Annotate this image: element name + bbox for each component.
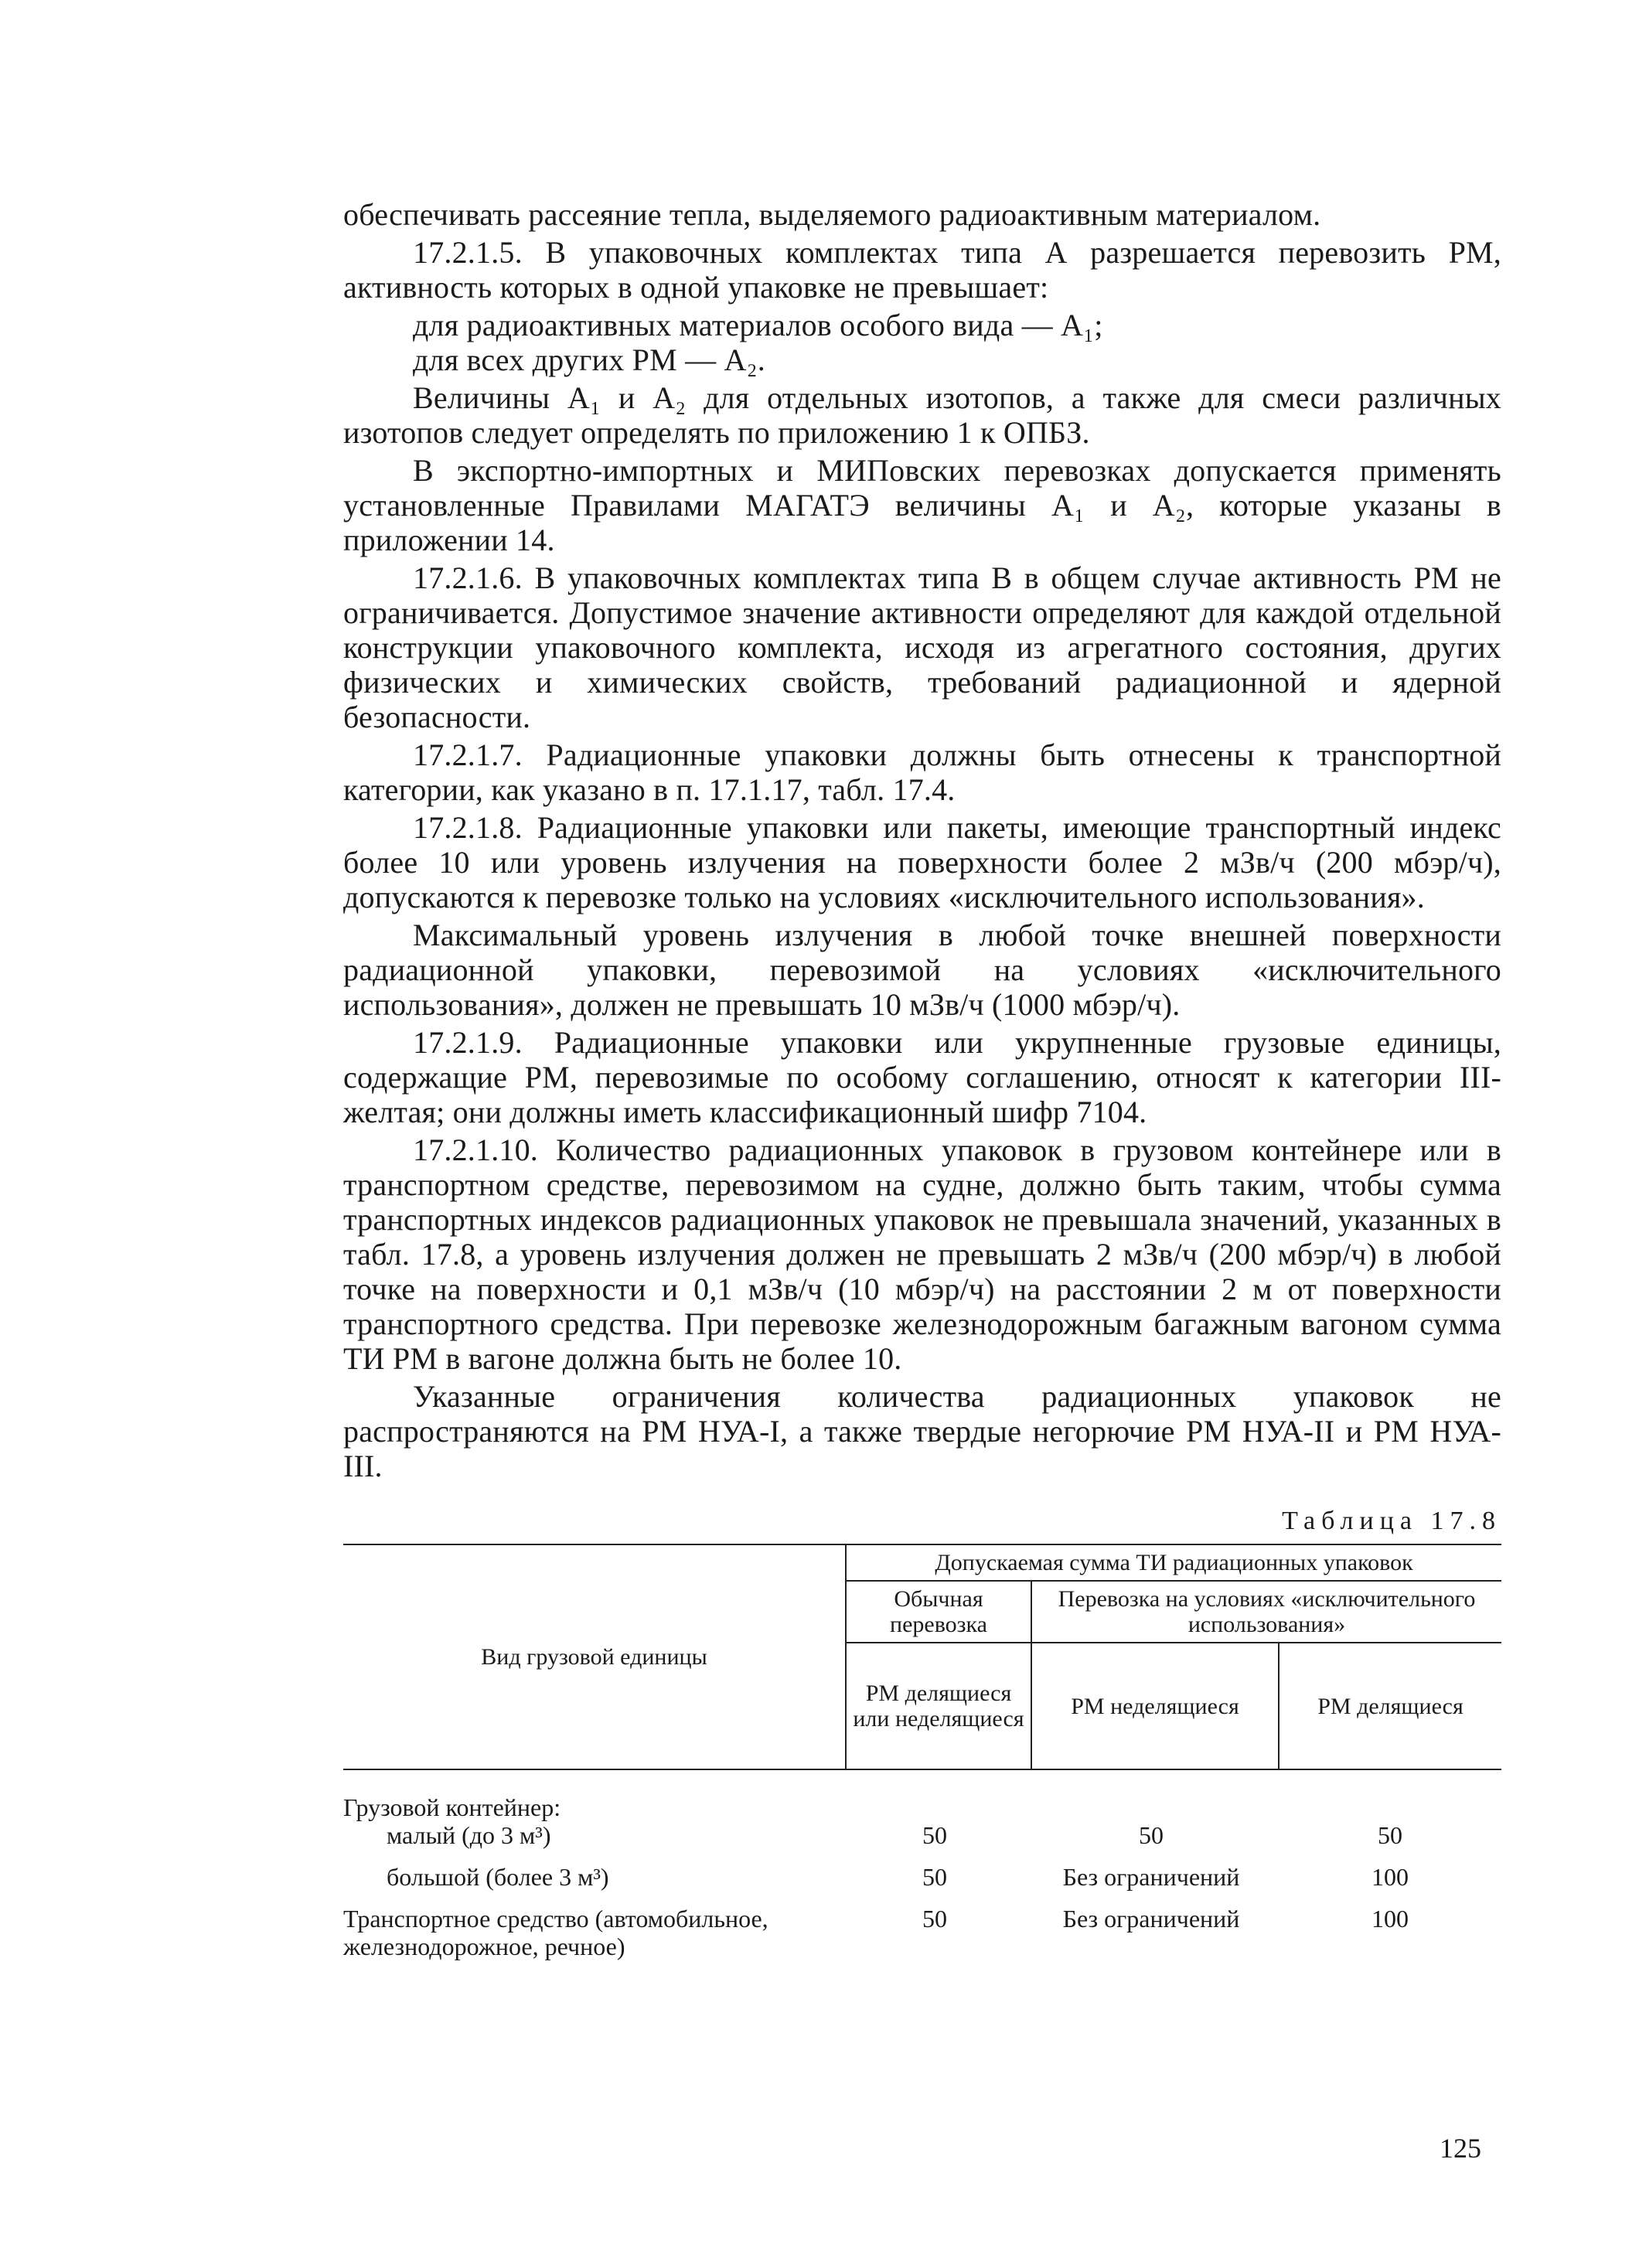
table-body — [343, 1793, 1501, 1960]
paragraph: В экспортно-импортных и МИПовских перевозках допускается применять установленные Правилами МАГАТЭ величины A₁ и A₂, которые указаны в приложении 14. — [343, 453, 1501, 557]
paragraph: 17.2.1.7. Радиационные упаковки должны быть отнесены к транспортной категории, как указано в п. 17.1.17, табл. 17.4. — [343, 737, 1501, 807]
table-row — [343, 1905, 1501, 1960]
cell-fissile: 50 — [1378, 1821, 1402, 1849]
paragraph: 17.2.1.5. В упаковочных комплектах типа А разрешается перевозить РМ, активность которых в одной упаковке не превышает: — [343, 235, 1501, 305]
paragraph: 17.2.1.9. Радиационные упаковки или укрупненные грузовые единицы, содержащие РМ, перевозимые по особому соглашению, относят к категории III-желтая; они должны иметь классификационный шифр 7104. — [343, 1025, 1501, 1129]
paragraph: Указанные ограничения количества радиационных упаковок не распространяются на РМ НУА-I, а также твердые негорючие РМ НУА-II и РМ НУА-III. — [343, 1379, 1501, 1483]
cell-nonfissile: Без ограничений — [1062, 1905, 1240, 1933]
cell-ordinary: 50 — [922, 1905, 947, 1933]
paragraph: 17.2.1.8. Радиационные упаковки или пакеты, имеющие транспортный индекс более 10 или уровень излучения на поверхности более 2 мЗв/ч (200 мбэр/ч), допускаются к перевозке только на условиях «исключительного использования». — [343, 810, 1501, 914]
paragraph: Максимальный уровень излучения в любой точке внешней поверхности радиационной упаковки, перевозимой на условиях «исключительного использования», должен не превышать 10 мЗв/ч (1000 мбэр/ч). — [343, 918, 1501, 1022]
cell-fissile: 100 — [1372, 1905, 1409, 1933]
header-allowed-sum: Допускаемая сумма ТИ радиационных упаковок — [846, 1545, 1501, 1581]
cell-nonfissile: Без ограничений — [1062, 1863, 1240, 1891]
header-ordinary: Обычная перевозка — [846, 1581, 1031, 1643]
table-caption: Таблица 17.8 — [1282, 1507, 1501, 1535]
row-group-label: Грузовой контейнер: — [343, 1793, 561, 1821]
header-excl-fissile: РМ делящиеся — [1317, 1693, 1464, 1719]
paragraph: Величины A₁ и A₂ для отдельных изотопов, а также для смеси различных изотопов следует определять по приложению 1 к ОПБЗ. — [343, 380, 1501, 450]
table-row — [343, 1821, 1501, 1849]
table-row — [343, 1863, 1501, 1891]
table-header-rule — [343, 1769, 1501, 1770]
header-unit-type: Вид грузовой единицы — [343, 1545, 846, 1769]
header-excl-nonfissile: РМ неделящиеся — [1031, 1643, 1279, 1769]
cell-ordinary: 50 — [922, 1863, 947, 1891]
row-label: большой (более 3 м³) — [387, 1863, 609, 1891]
paragraph: обеспечивать рассеяние тепла, выделяемого радиоактивным материалом. — [343, 197, 1321, 232]
table-header — [343, 1545, 1501, 1769]
cell-nonfissile: 50 — [1139, 1821, 1164, 1849]
paragraph: 17.2.1.10. Количество радиационных упаковок в грузовом контейнере или в транспортном средстве, перевозимом на судне, должно быть таким, чтобы сумма транспортных индексов радиационных упаковок не превышала значений, указанных в табл. 17.8, а уровень излучения должен не превышать 2 мЗв/ч (200 мбэр/ч) в любой точке на поверхности и 0,1 мЗв/ч (10 мбэр/ч) на расстоянии 2 м от поверхности транспортного средства. При перевозке железнодорожным багажным вагоном сумма ТИ РМ в вагоне должна быть не более 10. — [343, 1132, 1501, 1376]
cell-ordinary: 50 — [922, 1821, 947, 1849]
row-label: Транспортное средство (автомобильное, железнодорожное, речное) — [343, 1905, 768, 1960]
page-body — [343, 197, 1501, 1974]
paragraph: для всех других РМ — A₂. — [413, 342, 765, 377]
page-number: 125 — [1440, 2133, 1481, 2164]
paragraph: 17.2.1.6. В упаковочных комплектах типа В в общем случае активность РМ не ограничивается. Допустимое значение активности определяют для каждой отдельной конструкции упаковочного комплекта, исходя из агрегатного состояния, других физических и химических свойств, требований радиационной и ядерной безопасности. — [343, 560, 1501, 734]
cell-fissile: 100 — [1372, 1863, 1409, 1891]
table-row — [343, 1793, 1501, 1821]
paragraph: для радиоактивных материалов особого вида — A₁; — [413, 308, 1103, 342]
header-ordinary-sub: РМ делящиеся или неделящиеся — [846, 1643, 1031, 1769]
row-label: малый (до 3 м³) — [387, 1821, 551, 1849]
header-exclusive: Перевозка на условиях «исключительного использования» — [1031, 1581, 1501, 1643]
